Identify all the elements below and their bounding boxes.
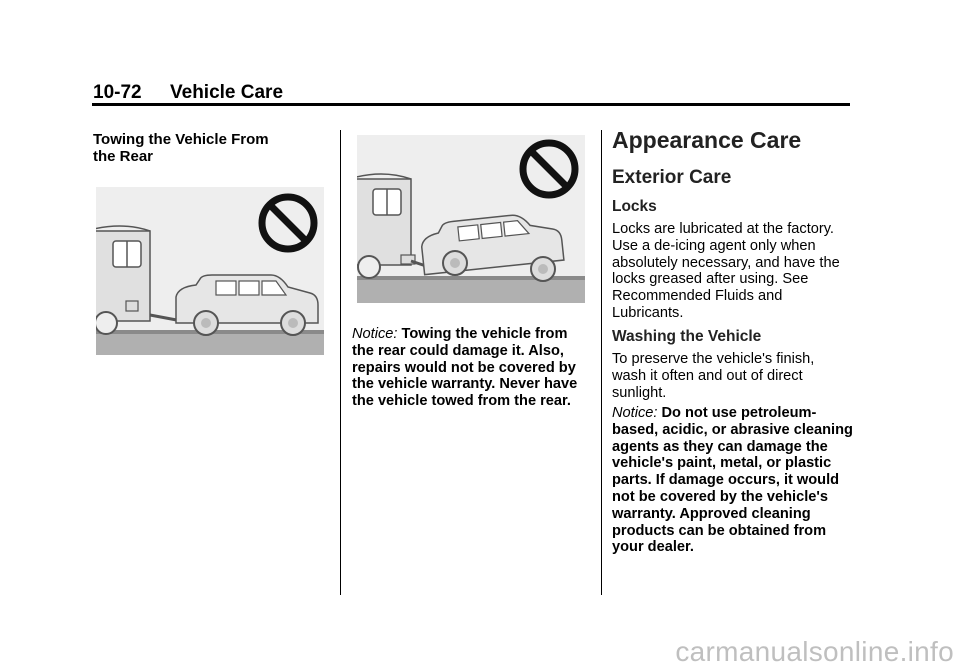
washing-heading: Washing the Vehicle xyxy=(612,328,762,345)
washing-notice-label: Notice: xyxy=(612,405,658,421)
column-divider-1 xyxy=(340,130,341,595)
exterior-care-heading: Exterior Care xyxy=(612,167,732,188)
towing-heading: Towing the Vehicle From the Rear xyxy=(93,131,269,165)
washing-text: To preserve the vehicle's finish, wash it often and out of direct sunlight. xyxy=(612,351,815,401)
column-divider-2 xyxy=(601,130,602,595)
appearance-care-heading: Appearance Care xyxy=(612,127,802,153)
washing-notice-text: Do not use petroleum-based, acidic, or abrasive cleaning agents as they can damage the vehicle's paint, metal, or plastic parts. If damage occurs, it would not be covered by the vehicle's warranty. Approved cleaning products can be obtained from your dealer. xyxy=(612,405,853,556)
locks-heading: Locks xyxy=(612,198,657,215)
towing-notice-label: Notice: xyxy=(352,326,398,342)
section-title: Vehicle Care xyxy=(170,82,284,103)
header-rule xyxy=(92,103,850,106)
locks-text: Locks are lubricated at the factory. Use a de-icing agent only when absolutely necessary, and have the locks greased after using. See Recommended Fluids and Lubricants. xyxy=(612,221,840,321)
towing-illustration-1 xyxy=(96,187,324,355)
towing-illustration-2 xyxy=(357,135,585,303)
towing-notice-text: Towing the vehicle from the rear could damage it. Also, repairs would not be covered by the vehicle warranty. Never have the vehicle towed from the rear. xyxy=(352,326,578,410)
watermark: carmanualsonline.info xyxy=(675,636,954,667)
towing-notice xyxy=(352,326,588,410)
page-number: 10-72 xyxy=(93,82,142,103)
washing-notice xyxy=(612,405,856,556)
